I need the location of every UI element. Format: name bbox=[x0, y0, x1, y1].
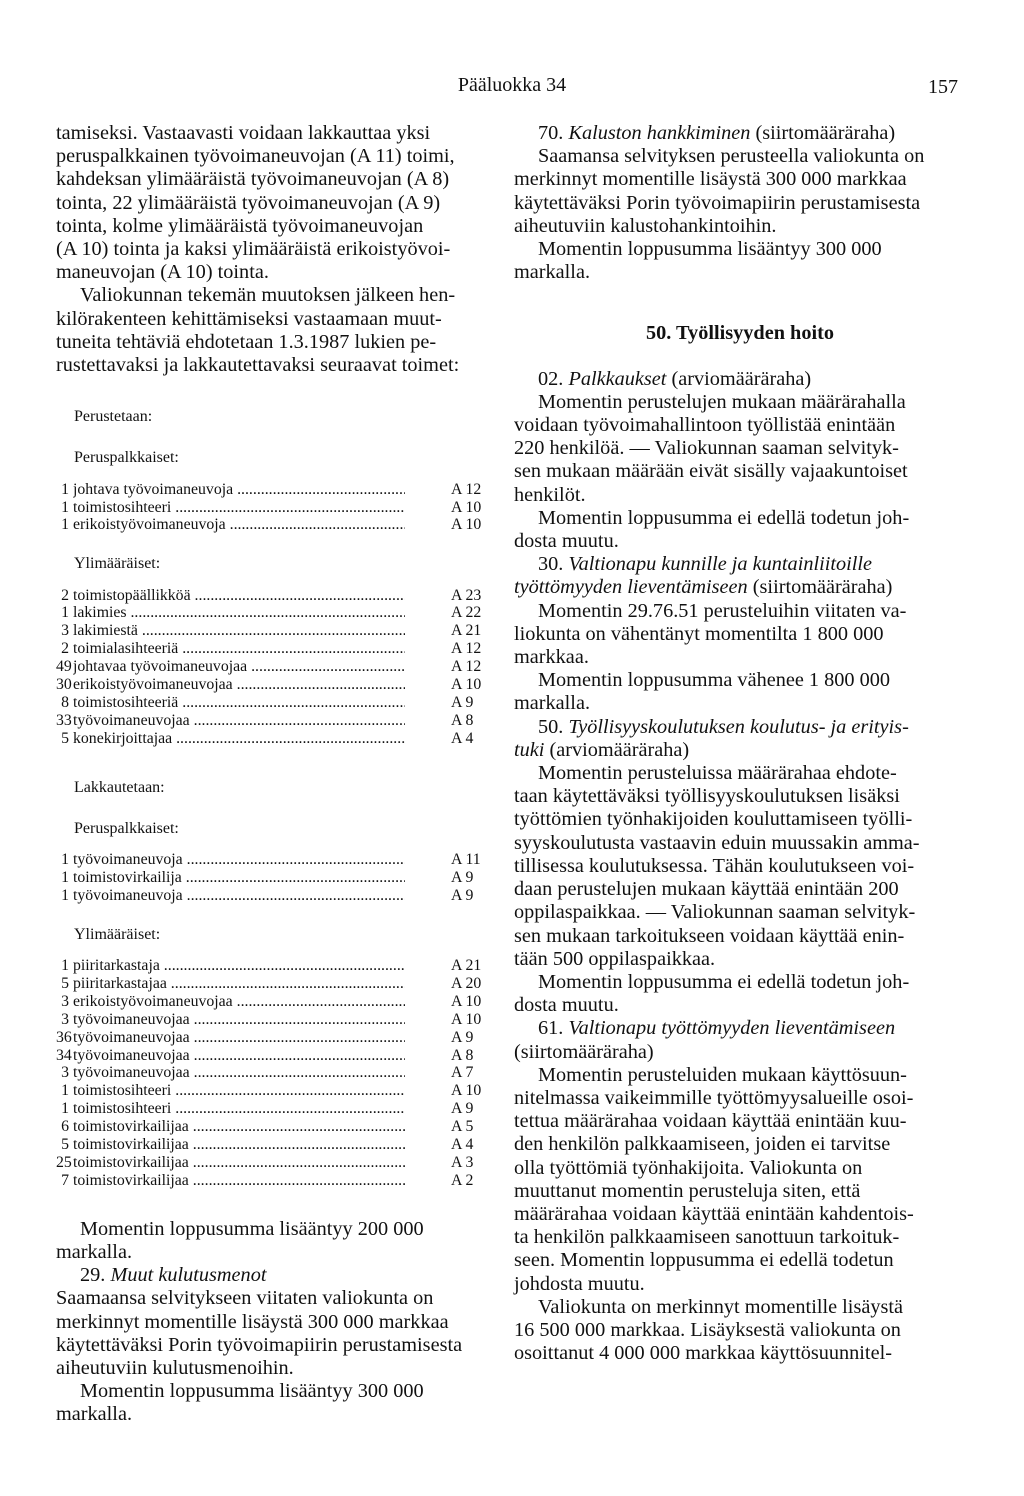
item-29-paragraph bbox=[56, 1287, 486, 1380]
text-line: den henkilön palkkaamiseen, joiden ei tarvitse bbox=[514, 1133, 891, 1156]
established-extra-heading: Ylimääräiset: bbox=[74, 555, 161, 573]
text-line: tamiseksi. Vastaavasti voidaan lakkauttaa yksi bbox=[56, 122, 431, 144]
position-quantity: 2 bbox=[61, 586, 69, 604]
position-title: työvoimaneuvojaa ..... bbox=[73, 1011, 405, 1029]
position-title: konekirjoittajaa ..... bbox=[73, 730, 405, 748]
position-title: työvoimaneuvoja ..... bbox=[73, 887, 405, 905]
position-quantity: 30 bbox=[56, 676, 72, 694]
position-row bbox=[56, 1136, 486, 1154]
text-line: johdosta muutu. bbox=[514, 1272, 645, 1295]
position-row bbox=[56, 887, 486, 905]
item-50-title-1: Työllisyyskoulutuksen koulutus- ja erityis- bbox=[568, 715, 909, 738]
item-50-heading-cont: tuki (arviomääräraha) bbox=[514, 738, 690, 761]
position-quantity: 7 bbox=[61, 1171, 69, 1189]
item-29-heading: 29. Muut kulutusmenot bbox=[80, 1264, 267, 1287]
position-row bbox=[56, 1011, 486, 1029]
item-61-paragraph bbox=[514, 1064, 966, 1296]
abolished-basic-heading: Peruspalkkaiset: bbox=[74, 819, 179, 837]
item-02-heading: 02. Palkkaukset (arviomääräraha) bbox=[538, 367, 812, 390]
text-line: voidaan työvoimahallintoon työllistää enintään bbox=[514, 414, 896, 437]
position-row bbox=[56, 957, 486, 975]
position-row bbox=[56, 694, 486, 712]
salary-grade: A 22 bbox=[451, 604, 482, 622]
salary-grade: A 10 bbox=[451, 1010, 482, 1028]
salary-grade: A 10 bbox=[451, 498, 482, 516]
item-50-title-2: tuki bbox=[514, 738, 545, 761]
position-title: työvoimaneuvojaa ..... bbox=[73, 1064, 405, 1082]
text-line: tointa, 22 ylimääräistä työvoimaneuvojan (A 9) bbox=[56, 191, 441, 214]
text-line: markalla. bbox=[514, 261, 591, 284]
text-line: 220 henkilöä. — Valiokunnan saaman selvityk- bbox=[514, 437, 899, 460]
position-quantity: 1 bbox=[61, 957, 69, 975]
salary-grade: A 4 bbox=[451, 1136, 474, 1154]
position-title: työvoimaneuvojaa ..... bbox=[73, 1047, 405, 1065]
salary-grade: A 23 bbox=[451, 586, 482, 604]
position-quantity: 1 bbox=[61, 851, 69, 869]
final-paragraph bbox=[514, 1296, 966, 1366]
position-quantity: 33 bbox=[56, 711, 72, 729]
text-line: käytettäväksi Porin työvoimapiirin perustamisesta bbox=[514, 191, 921, 214]
salary-grade: A 9 bbox=[451, 886, 474, 904]
item-30-title-2: työttömyyden lieventämiseen bbox=[514, 576, 748, 599]
position-row bbox=[56, 975, 486, 993]
text-line: Momentin 29.76.51 perusteluihin viitaten va- bbox=[538, 599, 907, 622]
total-paragraph-2 bbox=[56, 1380, 486, 1426]
position-quantity: 2 bbox=[61, 640, 69, 658]
position-quantity: 25 bbox=[56, 1154, 72, 1172]
text-line: daan perustelujen mukaan käyttää enintään 200 bbox=[514, 878, 899, 901]
abolished-extra-list bbox=[56, 957, 486, 1190]
position-quantity: 1 bbox=[61, 869, 69, 887]
salary-grade: A 10 bbox=[451, 516, 482, 534]
salary-grade: A 12 bbox=[451, 480, 482, 498]
position-title: toimistovirkailijaa ..... bbox=[73, 1136, 405, 1154]
position-quantity: 5 bbox=[61, 1136, 69, 1154]
text-line: aiheutuviin kulutusmenoihin. bbox=[56, 1357, 294, 1380]
position-row bbox=[56, 1100, 486, 1118]
item-61-title: Valtionapu työttömyyden lieventämiseen bbox=[568, 1017, 896, 1040]
text-line: aiheutuviin kalustohankintoihin. bbox=[514, 214, 777, 237]
position-quantity: 1 bbox=[61, 498, 69, 516]
position-title: toimistopäällikköä ..... bbox=[73, 587, 405, 605]
salary-grade: A 20 bbox=[451, 974, 482, 992]
position-title: toimialasihteeriä ..... bbox=[73, 640, 405, 658]
text-line: Momentin loppusumma ei edellä todetun joh- bbox=[538, 506, 910, 529]
text-line: liokunta on vähentänyt momentilta 1 800 000 bbox=[514, 622, 884, 645]
position-row bbox=[56, 1029, 486, 1047]
position-row bbox=[56, 851, 486, 869]
running-header: Pääluokka 34 bbox=[457, 74, 567, 96]
position-row bbox=[56, 1064, 486, 1082]
position-row bbox=[56, 622, 486, 640]
text-line: tointa, kolme ylimääräistä työvoimaneuvojan bbox=[56, 214, 424, 237]
text-line: sen mukaan määrään eivät sisälly vajaakuntoiset bbox=[514, 460, 908, 483]
position-title: toimistosihteeri ..... bbox=[73, 499, 405, 517]
established-heading: Perustetaan: bbox=[74, 408, 153, 426]
text-line: seen. Momentin loppusumma ei edellä todetun bbox=[514, 1249, 894, 1272]
salary-grade: A 12 bbox=[451, 640, 482, 658]
item-70-paragraph bbox=[514, 145, 966, 238]
position-title: toimistosihteeri ..... bbox=[73, 1100, 405, 1118]
item-61-heading-cont: (siirtomääräraha) bbox=[514, 1040, 654, 1063]
text-line: Momentin perustelujen mukaan määrärahalla bbox=[538, 390, 906, 413]
position-title: erikoistyövoimaneuvojaa ..... bbox=[73, 993, 405, 1011]
position-quantity: 8 bbox=[61, 694, 69, 711]
salary-grade: A 7 bbox=[451, 1064, 474, 1082]
position-quantity: 3 bbox=[61, 992, 69, 1010]
position-row bbox=[56, 1154, 486, 1172]
page-number: 157 bbox=[928, 76, 958, 98]
text-line: Momentin loppusumma lisääntyy 300 000 bbox=[538, 238, 882, 261]
position-quantity: 1 bbox=[61, 480, 69, 498]
restructure-paragraph bbox=[56, 284, 486, 377]
text-line: sen mukaan tarkoitukseen voidaan käyttää enin- bbox=[514, 924, 905, 947]
salary-grade: A 12 bbox=[451, 658, 482, 676]
text-line: olla työttömiä työnhakijoita. Valiokunta on bbox=[514, 1156, 863, 1179]
abolished-heading: Lakkautetaan: bbox=[74, 778, 165, 796]
left-column bbox=[56, 122, 486, 1427]
text-line: Momentin perusteluiden mukaan käyttösuun- bbox=[538, 1063, 907, 1086]
text-line: nitelmassa vaikeimmille työttömyysalueille osoi- bbox=[514, 1086, 914, 1109]
position-title: toimistosihteeriä ..... bbox=[73, 694, 405, 712]
position-row bbox=[56, 1047, 486, 1065]
position-row bbox=[56, 712, 486, 730]
abolished-basic-list bbox=[56, 851, 486, 905]
position-title: toimistosihteeri ..... bbox=[73, 1082, 405, 1100]
text-line: Valiokunnan tekemän muutoksen jälkeen hen- bbox=[80, 284, 456, 307]
salary-grade: A 9 bbox=[451, 1100, 474, 1118]
position-quantity: 3 bbox=[61, 622, 69, 640]
position-title: johtava työvoimaneuvoja ..... bbox=[73, 481, 405, 499]
text-line: Momentin perusteluissa määrärahaa ehdote- bbox=[538, 762, 897, 785]
item-50-paragraph bbox=[514, 762, 966, 971]
item-70-total bbox=[514, 238, 966, 284]
position-quantity: 1 bbox=[61, 886, 69, 904]
item-30-title-1: Valtionapu kunnille ja kuntainliitoille bbox=[568, 553, 873, 576]
position-row bbox=[56, 730, 486, 748]
item-30-paragraph bbox=[514, 600, 966, 670]
salary-grade: A 21 bbox=[451, 622, 482, 640]
position-row bbox=[56, 1082, 486, 1100]
salary-grade: A 10 bbox=[451, 992, 482, 1010]
position-quantity: 34 bbox=[56, 1046, 72, 1064]
established-basic-heading: Peruspalkkaiset: bbox=[74, 449, 179, 467]
salary-grade: A 8 bbox=[451, 711, 474, 729]
text-line: markkaa. bbox=[514, 646, 589, 669]
item-29-title: Muut kulutusmenot bbox=[110, 1264, 267, 1287]
text-line: 16 500 000 markkaa. Lisäyksestä valiokunta on bbox=[514, 1318, 901, 1341]
text-line: määrärahaa voidaan käyttää enintään kahdentois- bbox=[514, 1202, 914, 1225]
text-line: merkinnyt momentille lisäystä 300 000 markkaa bbox=[514, 168, 907, 191]
position-title: lakimiestä ..... bbox=[73, 622, 405, 640]
position-title: toimistovirkailijaa ..... bbox=[73, 1154, 405, 1172]
salary-grade: A 9 bbox=[451, 1028, 474, 1046]
position-title: työvoimaneuvoja ..... bbox=[73, 851, 405, 869]
text-line: kilörakenteen kehittämiseksi vastaamaan muut- bbox=[56, 307, 442, 330]
position-row bbox=[56, 993, 486, 1011]
position-quantity: 1 bbox=[61, 1082, 69, 1100]
abolished-extra-heading: Ylimääräiset: bbox=[74, 925, 161, 943]
position-row bbox=[56, 676, 486, 694]
salary-grade: A 8 bbox=[451, 1046, 474, 1064]
salary-grade: A 2 bbox=[451, 1171, 474, 1189]
text-line: osoittanut 4 000 000 markkaa käyttösuunnitel- bbox=[514, 1342, 892, 1365]
item-70-title: Kaluston hankkiminen bbox=[568, 122, 751, 144]
position-title: lakimies ..... bbox=[73, 604, 405, 622]
item-50-total bbox=[514, 971, 966, 1017]
text-line: Momentin loppusumma ei edellä todetun joh- bbox=[538, 970, 910, 993]
position-quantity: 5 bbox=[61, 729, 69, 747]
position-quantity: 36 bbox=[56, 1028, 72, 1046]
total-paragraph-1 bbox=[56, 1218, 486, 1264]
position-title: työvoimaneuvojaa ..... bbox=[73, 1029, 405, 1047]
position-row bbox=[56, 869, 486, 887]
position-title: työvoimaneuvojaa ..... bbox=[73, 712, 405, 730]
text-line: Momentin loppusumma vähenee 1 800 000 bbox=[538, 669, 891, 692]
salary-grade: A 5 bbox=[451, 1118, 474, 1136]
text-line: Valiokunta on merkinnyt momentille lisäystä bbox=[538, 1295, 904, 1318]
text-line: muuttanut momentin perusteluja siten, että bbox=[514, 1179, 861, 1202]
established-extra-list bbox=[56, 587, 486, 748]
item-02-title: Palkkaukset bbox=[568, 367, 667, 390]
item-02-paragraph bbox=[514, 391, 966, 507]
intro-paragraph bbox=[56, 122, 486, 284]
position-row bbox=[56, 640, 486, 658]
position-quantity: 1 bbox=[61, 1100, 69, 1118]
position-title: johtavaa työvoimaneuvojaa ..... bbox=[73, 658, 405, 676]
salary-grade: A 9 bbox=[451, 869, 474, 887]
position-quantity: 1 bbox=[61, 516, 69, 534]
item-02-total bbox=[514, 507, 966, 553]
item-30-total bbox=[514, 669, 966, 715]
position-title: toimistovirkailija ..... bbox=[73, 869, 405, 887]
item-70-heading: 70. Kaluston hankkiminen (siirtomääräraha) bbox=[538, 122, 896, 144]
position-title: toimistovirkailijaa ..... bbox=[73, 1172, 405, 1190]
salary-grade: A 10 bbox=[451, 676, 482, 694]
position-quantity: 1 bbox=[61, 604, 69, 622]
position-quantity: 3 bbox=[61, 1010, 69, 1028]
section-heading: 50. Työllisyyden hoito bbox=[645, 322, 835, 345]
text-line: henkilöt. bbox=[514, 483, 586, 506]
text-line: tillisessa koulutuksessa. Tähän koulutukseen voi- bbox=[514, 854, 915, 877]
text-line: Momentin loppusumma lisääntyy 300 000 bbox=[80, 1380, 424, 1403]
text-line: dosta muutu. bbox=[514, 530, 619, 553]
salary-grade: A 4 bbox=[451, 729, 474, 747]
salary-grade: A 10 bbox=[451, 1082, 482, 1100]
text-line: kahdeksan ylimääräistä työvoimaneuvojan (A 8) bbox=[56, 168, 450, 191]
text-line: Momentin loppusumma lisääntyy 200 000 bbox=[80, 1217, 424, 1240]
text-line: taan käytettäväksi työllisyyskoulutuksen lisäksi bbox=[514, 785, 900, 808]
position-row bbox=[56, 481, 486, 499]
text-line: tään 500 oppilaspaikkaa. bbox=[514, 947, 716, 970]
item-50-heading: 50. Työllisyyskoulutuksen koulutus- ja erityis- bbox=[538, 715, 909, 738]
text-line: syyskoulutusta vastaavin eduin muussakin amma- bbox=[514, 831, 920, 854]
position-title: erikoistyövoimaneuvoja ..... bbox=[73, 516, 405, 534]
text-line: oppilaspaikkaa. — Valiokunnan saaman selvityk- bbox=[514, 901, 916, 924]
text-line: rustettavaksi ja lakkautettavaksi seuraavat toimet: bbox=[56, 354, 460, 377]
salary-grade: A 21 bbox=[451, 957, 482, 975]
text-line: tettua määrärahaa voidaan käyttää enintään kuu- bbox=[514, 1110, 907, 1133]
position-row bbox=[56, 499, 486, 517]
text-line: työttömien työnhakijoiden kouluttamiseen työlli- bbox=[514, 808, 913, 831]
position-row bbox=[56, 1172, 486, 1190]
position-row bbox=[56, 604, 486, 622]
position-title: toimistovirkailijaa ..... bbox=[73, 1118, 405, 1136]
salary-grade: A 11 bbox=[451, 851, 481, 869]
text-line: käytettäväksi Porin työvoimapiirin perustamisesta bbox=[56, 1333, 463, 1356]
position-title: piiritarkastaja ..... bbox=[73, 957, 405, 975]
text-line: Saamaansa selvitykseen viitaten valiokunta on bbox=[56, 1287, 434, 1310]
text-line: dosta muutu. bbox=[514, 994, 619, 1017]
position-row bbox=[56, 587, 486, 605]
position-quantity: 5 bbox=[61, 974, 69, 992]
salary-grade: A 9 bbox=[451, 694, 474, 711]
position-title: piiritarkastajaa ..... bbox=[73, 975, 405, 993]
text-line: markalla. bbox=[56, 1403, 133, 1426]
text-line: markalla. bbox=[514, 692, 591, 715]
salary-grade: A 3 bbox=[451, 1154, 474, 1172]
text-line: ta henkilön palkkaamiseen sanottuun tarkoituk- bbox=[514, 1226, 900, 1249]
text-line: merkinnyt momentille lisäystä 300 000 markkaa bbox=[56, 1310, 449, 1333]
text-line: (A 10) tointa ja kaksi ylimääräistä erikoistyövoi- bbox=[56, 238, 451, 261]
position-quantity: 49 bbox=[56, 658, 72, 676]
position-title: erikoistyövoimaneuvojaa ..... bbox=[73, 676, 405, 694]
position-quantity: 3 bbox=[61, 1064, 69, 1082]
item-61-heading: 61. Valtionapu työttömyyden lieventämiseen bbox=[538, 1017, 896, 1040]
text-line: peruspalkkainen työvoimaneuvojan (A 11) toimi, bbox=[56, 145, 455, 168]
text-line: markalla. bbox=[56, 1241, 133, 1264]
item-30-heading-cont: työttömyyden lieventämiseen (siirtomääräraha) bbox=[514, 576, 893, 599]
position-quantity: 6 bbox=[61, 1118, 69, 1136]
established-basic-list bbox=[56, 481, 486, 535]
item-30-heading: 30. Valtionapu kunnille ja kuntainliitoille bbox=[538, 553, 873, 576]
position-row bbox=[56, 658, 486, 676]
right-column bbox=[514, 122, 966, 1365]
text-line: tuneita tehtäviä ehdotetaan 1.3.1987 lukien pe- bbox=[56, 330, 437, 353]
position-row bbox=[56, 1118, 486, 1136]
text-line: Saamansa selvityksen perusteella valiokunta on bbox=[538, 145, 925, 168]
text-line: maneuvojan (A 10) tointa. bbox=[56, 261, 269, 284]
position-row bbox=[56, 516, 486, 534]
